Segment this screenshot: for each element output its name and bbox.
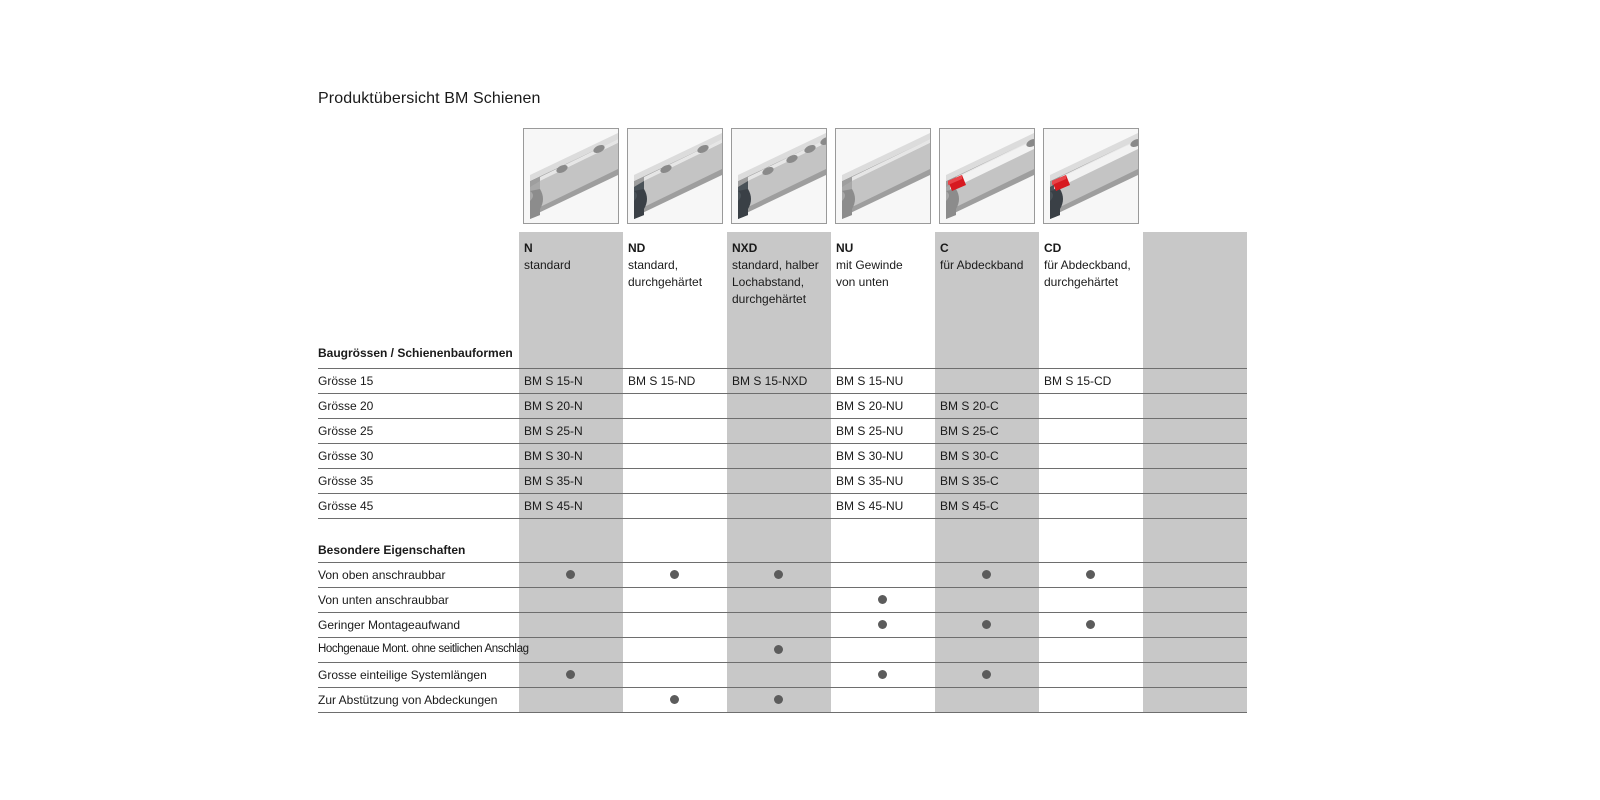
feature-row-label: Zur Abstützung von Abdeckungen (318, 693, 498, 707)
feature-dot (982, 620, 991, 629)
size-cell: BM S 25-NU (836, 424, 904, 438)
rail-nu-icon (836, 129, 930, 223)
column-description: standard, halber Lochabstand, durchgehärtet (732, 258, 819, 306)
feature-dot (670, 570, 679, 579)
column-header-nd (628, 240, 728, 291)
feature-dot (878, 670, 887, 679)
rail-c-icon (940, 129, 1034, 223)
size-row-label: Grösse 45 (318, 499, 374, 513)
column-header-c (940, 240, 1040, 274)
column-header-nu (836, 240, 936, 291)
size-cell: BM S 30-C (940, 449, 999, 463)
column-code: NU (836, 241, 854, 255)
feature-dot (774, 570, 783, 579)
size-cell: BM S 45-C (940, 499, 999, 513)
divider (318, 393, 1247, 394)
column-header-n (524, 240, 624, 274)
size-cell: BM S 35-N (524, 474, 583, 488)
rail-image-cd (1043, 128, 1139, 224)
page-title: Produktübersicht BM Schienen (318, 90, 541, 107)
size-row-label: Grösse 15 (318, 374, 374, 388)
size-cell: BM S 15-ND (628, 374, 696, 388)
divider (318, 518, 1247, 519)
size-row-label: Grösse 35 (318, 474, 374, 488)
column-header-cd (1044, 240, 1144, 291)
column-description: standard (524, 258, 571, 272)
size-cell: BM S 20-C (940, 399, 999, 413)
feature-dot (982, 670, 991, 679)
size-cell: BM S 20-NU (836, 399, 904, 413)
feature-dot (878, 620, 887, 629)
column-header-nxd (732, 240, 832, 308)
divider (318, 587, 1247, 588)
rail-n-icon (524, 129, 618, 223)
column-description: mit Gewinde von unten (836, 258, 903, 289)
rail-nxd-icon (732, 129, 826, 223)
column-shade-empty (1143, 232, 1247, 713)
column-code: CD (1044, 241, 1062, 255)
size-cell: BM S 15-N (524, 374, 583, 388)
column-description: für Abdeckband, durchgehärtet (1044, 258, 1131, 289)
feature-dot (1086, 570, 1095, 579)
size-cell: BM S 15-NU (836, 374, 904, 388)
column-code: NXD (732, 241, 758, 255)
divider (318, 418, 1247, 419)
column-code: N (524, 241, 533, 255)
divider (318, 368, 1247, 369)
rail-image-nu (835, 128, 931, 224)
divider (318, 637, 1247, 638)
divider (318, 443, 1247, 444)
divider (318, 468, 1247, 469)
column-code: ND (628, 241, 646, 255)
divider (318, 687, 1247, 688)
divider (318, 493, 1247, 494)
divider (318, 612, 1247, 613)
size-cell: BM S 25-N (524, 424, 583, 438)
divider (318, 662, 1247, 663)
rail-image-c (939, 128, 1035, 224)
size-row-label: Grösse 20 (318, 399, 374, 413)
column-code: C (940, 241, 949, 255)
size-cell: BM S 15-NXD (732, 374, 808, 388)
feature-dot (670, 695, 679, 704)
features-heading: Besondere Eigenschaften (318, 543, 466, 557)
rail-nd-icon (628, 129, 722, 223)
column-shade-n (519, 232, 623, 713)
rail-image-n (523, 128, 619, 224)
rail-image-nxd (731, 128, 827, 224)
size-cell: BM S 35-C (940, 474, 999, 488)
size-cell: BM S 25-C (940, 424, 999, 438)
feature-dot (982, 570, 991, 579)
divider (318, 562, 1247, 563)
column-shade-c (935, 232, 1039, 713)
feature-row-label: Geringer Montageaufwand (318, 618, 461, 632)
feature-dot (774, 645, 783, 654)
sizes-heading: Baugrössen / Schienenbauformen (318, 346, 513, 360)
column-description: standard, durchgehärtet (628, 258, 703, 289)
size-cell: BM S 30-N (524, 449, 583, 463)
column-description: für Abdeckband (940, 258, 1024, 272)
size-row-label: Grösse 30 (318, 449, 374, 463)
feature-row-label: Von oben anschraubbar (318, 568, 446, 582)
size-cell: BM S 20-N (524, 399, 583, 413)
size-cell: BM S 45-N (524, 499, 583, 513)
rail-cd-icon (1044, 129, 1138, 223)
feature-dot (774, 695, 783, 704)
size-cell: BM S 45-NU (836, 499, 904, 513)
rail-image-nd (627, 128, 723, 224)
size-cell: BM S 35-NU (836, 474, 904, 488)
divider (318, 712, 1247, 713)
feature-dot (1086, 620, 1095, 629)
feature-dot (566, 570, 575, 579)
feature-dot (878, 595, 887, 604)
size-row-label: Grösse 25 (318, 424, 374, 438)
feature-dot (566, 670, 575, 679)
feature-row-label: Grosse einteilige Systemlängen (318, 668, 487, 682)
feature-row-label: Von unten anschraubbar (318, 593, 449, 607)
size-cell: BM S 15-CD (1044, 374, 1112, 388)
size-cell: BM S 30-NU (836, 449, 904, 463)
feature-row-label: Hochgenaue Mont. ohne seitlichen Anschlag (318, 643, 529, 655)
